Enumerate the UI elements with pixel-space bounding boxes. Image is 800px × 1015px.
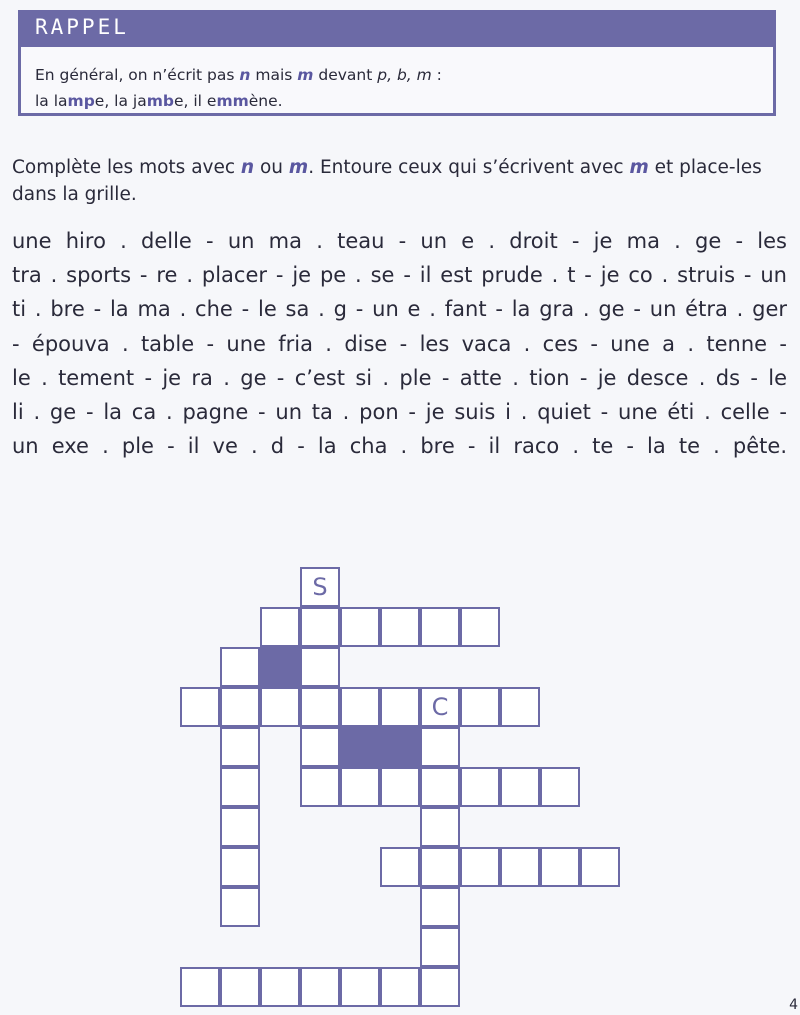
- grid-cell[interactable]: [540, 847, 580, 887]
- grid-cell-shaded: [340, 727, 380, 767]
- grid-cell[interactable]: [220, 767, 260, 807]
- grid-cell[interactable]: [420, 967, 460, 1007]
- grid-cell[interactable]: [220, 647, 260, 687]
- grid-cell[interactable]: [260, 687, 300, 727]
- grid-cell[interactable]: [380, 687, 420, 727]
- grid-cell[interactable]: [220, 687, 260, 727]
- grid-cell-shaded: [380, 727, 420, 767]
- word-list: [12, 224, 787, 463]
- grid-cell-given[interactable]: [300, 567, 340, 607]
- grid-cell[interactable]: [460, 767, 500, 807]
- rappel-examples-line: la lampe, la jambe, il emmène.: [35, 92, 283, 110]
- grid-cell-given[interactable]: [420, 687, 460, 727]
- word-list-line[interactable]: le . tement - je ra . ge - c’est si . ple - atte . tion - je desce . ds - le: [12, 365, 787, 390]
- grid-cell[interactable]: [300, 607, 340, 647]
- grid-cell[interactable]: [380, 607, 420, 647]
- grid-cell[interactable]: [420, 767, 460, 807]
- rappel-box: [18, 10, 776, 116]
- grid-cell[interactable]: [340, 687, 380, 727]
- grid-cell[interactable]: [460, 687, 500, 727]
- grid-given-letter: C: [431, 693, 449, 721]
- word-list-line[interactable]: ti . bre - la ma . che - le sa . g - un e . fant - la gra . ge - un étra . ger: [12, 297, 787, 322]
- rappel-header-band: [21, 13, 773, 47]
- grid-cell[interactable]: [380, 847, 420, 887]
- grid-cell[interactable]: [220, 967, 260, 1007]
- grid-cell[interactable]: [540, 767, 580, 807]
- grid-cell[interactable]: [340, 767, 380, 807]
- grid-cell[interactable]: [180, 687, 220, 727]
- grid-cell[interactable]: [420, 607, 460, 647]
- grid-cell[interactable]: [420, 847, 460, 887]
- word-list-line[interactable]: un exe . ple - il ve . d - la cha . bre - il raco . te - la te . pête.: [12, 434, 787, 459]
- word-list-line[interactable]: li . ge - la ca . pagne - un ta . pon - je suis i . quiet - une éti . celle -: [12, 400, 787, 425]
- grid-cell[interactable]: [420, 807, 460, 847]
- grid-cell[interactable]: [260, 607, 300, 647]
- grid-cell[interactable]: [300, 767, 340, 807]
- grid-cell[interactable]: [220, 847, 260, 887]
- grid-cell[interactable]: [580, 847, 620, 887]
- grid-cell[interactable]: [180, 967, 220, 1007]
- grid-cell[interactable]: [340, 967, 380, 1007]
- grid-cell[interactable]: [380, 967, 420, 1007]
- grid-cell[interactable]: [300, 967, 340, 1007]
- grid-cell[interactable]: [420, 927, 460, 967]
- grid-cell[interactable]: [300, 727, 340, 767]
- grid-cell[interactable]: [460, 607, 500, 647]
- word-list-line[interactable]: - épouva . table - une fria . dise - les vaca . ces - une a . tenne -: [12, 331, 787, 356]
- grid-given-letter: S: [312, 573, 328, 601]
- grid-cell-shaded: [260, 647, 300, 687]
- grid-cell[interactable]: [420, 727, 460, 767]
- rappel-title: RAPPEL: [35, 15, 129, 39]
- rappel-rule-line: En général, on n’écrit pas n mais m devant p, b, m :: [35, 66, 442, 84]
- page-number: 4: [789, 997, 798, 1013]
- grid-cell[interactable]: [500, 847, 540, 887]
- grid-cell[interactable]: [300, 687, 340, 727]
- grid-cell[interactable]: [500, 687, 540, 727]
- exercise-instruction: Complète les mots avec n ou m. Entoure ceux qui s’écrivent avec m et place-les dans la grille.: [12, 157, 762, 205]
- grid-cell[interactable]: [220, 807, 260, 847]
- grid-cell[interactable]: [220, 727, 260, 767]
- grid-cell[interactable]: [300, 647, 340, 687]
- grid-cell[interactable]: [220, 887, 260, 927]
- word-list-line[interactable]: une hiro . delle - un ma . teau - un e . droit - je ma . ge - les: [12, 229, 787, 253]
- grid-cell[interactable]: [380, 767, 420, 807]
- grid-cell[interactable]: [260, 967, 300, 1007]
- grid-cell[interactable]: [340, 607, 380, 647]
- grid-cell[interactable]: [420, 887, 460, 927]
- grid-cell[interactable]: [500, 767, 540, 807]
- word-list-line[interactable]: tra . sports - re . placer - je pe . se - il est prude . t - je co . struis - un: [12, 263, 787, 288]
- grid-cell[interactable]: [460, 847, 500, 887]
